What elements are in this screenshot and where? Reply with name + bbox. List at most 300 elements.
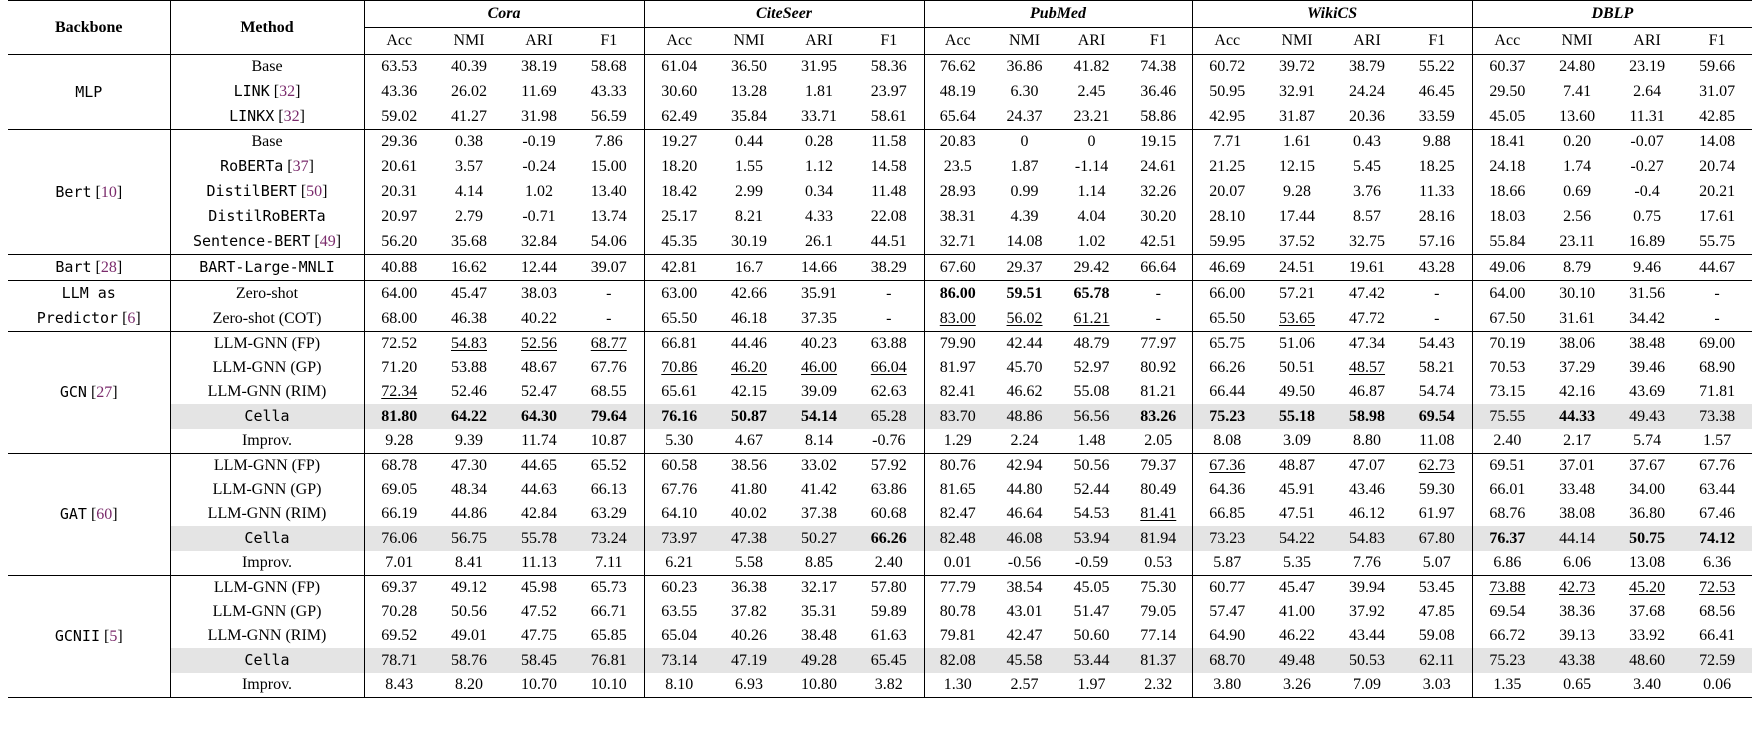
value-cell bbox=[1058, 130, 1125, 155]
value-cell bbox=[364, 502, 434, 526]
value-cell bbox=[1682, 576, 1752, 601]
value-cell bbox=[1402, 551, 1472, 576]
value-cell bbox=[1125, 502, 1192, 526]
value-cell bbox=[574, 281, 644, 307]
value-text: 1.48 bbox=[1077, 432, 1106, 449]
value-text: 52.97 bbox=[1073, 359, 1110, 376]
value-text: 17.61 bbox=[1699, 207, 1736, 225]
value-text: 54.14 bbox=[801, 407, 838, 425]
value-cell bbox=[854, 576, 924, 601]
value-cell bbox=[714, 204, 784, 229]
table-row bbox=[8, 404, 1752, 429]
value-text: 47.52 bbox=[521, 603, 557, 620]
header-dataset-pubmed: PubMed bbox=[924, 1, 1192, 28]
value-text: 25.17 bbox=[661, 207, 698, 225]
value-cell bbox=[784, 154, 854, 179]
value-text: 69.37 bbox=[381, 579, 418, 596]
value-text: 79.90 bbox=[939, 335, 976, 352]
backbone-citation[interactable]: [27] bbox=[86, 384, 118, 401]
table-row bbox=[8, 576, 1752, 601]
method-cell bbox=[170, 79, 364, 104]
value-cell bbox=[434, 229, 504, 255]
value-text: 19.15 bbox=[1140, 133, 1177, 150]
method-citation[interactable]: [50] bbox=[296, 183, 328, 200]
value-cell bbox=[1472, 104, 1542, 130]
value-text: 54.83 bbox=[451, 335, 487, 352]
method-label: LLM-GNN (RIM) bbox=[207, 627, 327, 644]
value-cell bbox=[1332, 551, 1402, 576]
value-text: 61.97 bbox=[1418, 505, 1455, 522]
value-cell bbox=[714, 130, 784, 155]
value-text: 47.34 bbox=[1349, 335, 1386, 352]
value-cell bbox=[504, 332, 574, 357]
value-text: 81.97 bbox=[939, 359, 976, 376]
value-cell bbox=[364, 551, 434, 576]
value-cell bbox=[1682, 255, 1752, 281]
value-cell bbox=[1542, 526, 1612, 551]
table-row bbox=[8, 526, 1752, 551]
value-cell bbox=[364, 79, 434, 104]
value-text: 23.11 bbox=[1559, 232, 1595, 250]
value-cell bbox=[434, 356, 504, 380]
value-text: 38.31 bbox=[939, 207, 976, 225]
value-text: 40.02 bbox=[731, 505, 768, 522]
value-cell bbox=[854, 332, 924, 357]
value-cell bbox=[1332, 332, 1402, 357]
value-cell bbox=[714, 79, 784, 104]
value-text: 75.23 bbox=[1489, 651, 1526, 669]
value-text: 32.84 bbox=[521, 232, 557, 250]
value-cell bbox=[644, 648, 714, 673]
value-cell bbox=[1058, 624, 1125, 648]
value-cell bbox=[1192, 478, 1262, 502]
value-cell bbox=[1125, 179, 1192, 204]
value-text: 5.30 bbox=[665, 432, 694, 449]
value-cell bbox=[1402, 404, 1472, 429]
value-text: 23.21 bbox=[1073, 107, 1110, 125]
value-cell bbox=[784, 673, 854, 698]
value-text: 80.78 bbox=[939, 603, 976, 620]
value-text: 71.20 bbox=[381, 359, 418, 376]
value-cell bbox=[1192, 404, 1262, 429]
value-text: 6.30 bbox=[1010, 82, 1039, 100]
value-text: 67.46 bbox=[1699, 505, 1736, 522]
value-cell bbox=[644, 332, 714, 357]
value-text: 60.58 bbox=[661, 457, 698, 474]
value-text: 0.20 bbox=[1563, 133, 1592, 150]
value-cell bbox=[1402, 576, 1472, 601]
value-cell bbox=[1125, 154, 1192, 179]
value-text: 29.42 bbox=[1073, 258, 1110, 276]
value-text: 62.11 bbox=[1419, 651, 1455, 669]
value-text: -0.76 bbox=[872, 432, 906, 449]
value-cell bbox=[1402, 502, 1472, 526]
value-text: 76.06 bbox=[381, 529, 418, 547]
value-text: 64.30 bbox=[521, 407, 557, 425]
value-cell bbox=[1612, 624, 1682, 648]
value-cell bbox=[924, 404, 991, 429]
value-text: 0.65 bbox=[1563, 676, 1592, 693]
value-text: 18.42 bbox=[661, 182, 698, 200]
value-text: - bbox=[1155, 284, 1161, 302]
value-cell bbox=[924, 154, 991, 179]
value-cell bbox=[1542, 55, 1612, 80]
value-cell bbox=[854, 454, 924, 479]
value-text: - bbox=[1155, 309, 1161, 327]
value-text: 54.74 bbox=[1418, 383, 1455, 400]
value-cell bbox=[714, 179, 784, 204]
value-cell bbox=[1262, 79, 1332, 104]
header-metric-ari: ARI bbox=[1058, 28, 1125, 55]
value-text: 20.61 bbox=[381, 157, 418, 175]
value-text: 8.08 bbox=[1213, 432, 1242, 449]
value-text: 81.41 bbox=[1140, 505, 1177, 522]
value-text: 54.83 bbox=[1349, 529, 1386, 547]
value-cell bbox=[1682, 79, 1752, 104]
value-cell bbox=[644, 404, 714, 429]
value-cell bbox=[504, 404, 574, 429]
value-text: 63.00 bbox=[661, 284, 698, 302]
backbone-cell bbox=[8, 454, 170, 576]
value-cell bbox=[854, 380, 924, 404]
value-text: 36.46 bbox=[1140, 82, 1177, 100]
value-text: 5.74 bbox=[1633, 432, 1662, 449]
value-text: 35.91 bbox=[801, 284, 838, 302]
value-text: 66.41 bbox=[1699, 627, 1736, 644]
value-cell bbox=[434, 204, 504, 229]
value-text: 39.13 bbox=[1559, 627, 1596, 644]
value-cell bbox=[644, 79, 714, 104]
value-cell bbox=[1682, 478, 1752, 502]
value-cell bbox=[1612, 154, 1682, 179]
value-text: 64.22 bbox=[451, 407, 487, 425]
table-row bbox=[8, 255, 1752, 281]
value-text: 64.10 bbox=[661, 505, 698, 522]
value-text: 44.80 bbox=[1006, 481, 1043, 498]
header-metric-acc: Acc bbox=[644, 28, 714, 55]
method-citation[interactable]: [49] bbox=[310, 233, 342, 250]
value-text: 49.43 bbox=[1629, 407, 1666, 425]
value-text: 37.35 bbox=[801, 309, 838, 327]
value-text: -0.24 bbox=[522, 157, 556, 175]
value-cell bbox=[1058, 306, 1125, 332]
value-cell bbox=[924, 648, 991, 673]
value-cell bbox=[1542, 648, 1612, 673]
value-cell bbox=[784, 454, 854, 479]
value-text: 14.66 bbox=[801, 258, 838, 276]
value-text: 66.26 bbox=[870, 529, 907, 547]
value-text: 81.65 bbox=[939, 481, 976, 498]
value-text: 44.51 bbox=[870, 232, 907, 250]
value-cell bbox=[1192, 154, 1262, 179]
value-text: 44.65 bbox=[521, 457, 557, 474]
method-citation[interactable]: [32] bbox=[274, 108, 305, 125]
value-cell bbox=[991, 526, 1058, 551]
value-cell bbox=[1542, 306, 1612, 332]
value-cell bbox=[504, 306, 574, 332]
value-cell bbox=[1058, 332, 1125, 357]
header-metric-ari: ARI bbox=[1332, 28, 1402, 55]
value-cell bbox=[644, 356, 714, 380]
backbone-label: Bert bbox=[55, 182, 92, 201]
value-text: 46.45 bbox=[1418, 82, 1455, 100]
value-text: 33.59 bbox=[1418, 107, 1455, 125]
value-cell bbox=[714, 229, 784, 255]
value-text: 81.80 bbox=[381, 407, 418, 425]
value-cell bbox=[364, 179, 434, 204]
value-cell bbox=[854, 526, 924, 551]
method-citation[interactable]: [37] bbox=[283, 158, 314, 175]
value-text: 74.38 bbox=[1140, 58, 1177, 75]
value-cell bbox=[1125, 380, 1192, 404]
value-cell bbox=[784, 281, 854, 307]
value-text: 12.44 bbox=[521, 258, 557, 276]
value-text: 68.00 bbox=[381, 309, 418, 327]
value-cell bbox=[924, 179, 991, 204]
value-text: 44.63 bbox=[521, 481, 557, 498]
value-cell bbox=[784, 648, 854, 673]
value-cell bbox=[1612, 229, 1682, 255]
value-text: 70.86 bbox=[661, 359, 698, 376]
value-text: 69.51 bbox=[1489, 457, 1526, 474]
value-text: 57.92 bbox=[870, 457, 907, 474]
value-text: 24.80 bbox=[1559, 58, 1596, 75]
value-cell bbox=[714, 380, 784, 404]
value-cell bbox=[714, 648, 784, 673]
value-text: 39.46 bbox=[1629, 359, 1666, 376]
value-cell bbox=[714, 551, 784, 576]
value-cell bbox=[1682, 429, 1752, 454]
value-text: 57.16 bbox=[1418, 232, 1455, 250]
value-cell bbox=[1402, 179, 1472, 204]
value-cell bbox=[644, 624, 714, 648]
method-citation[interactable]: [32] bbox=[269, 83, 301, 100]
value-text: 38.79 bbox=[1349, 58, 1386, 75]
value-text: 44.67 bbox=[1699, 258, 1736, 276]
backbone-citation[interactable]: [5] bbox=[100, 628, 123, 645]
value-cell bbox=[784, 600, 854, 624]
header-dataset-wikics: WikiCS bbox=[1192, 1, 1472, 28]
value-text: 49.01 bbox=[451, 627, 487, 644]
value-text: 65.75 bbox=[1209, 335, 1246, 352]
backbone-label: GCN bbox=[59, 383, 87, 401]
value-text: 44.33 bbox=[1559, 407, 1596, 425]
value-text: 47.30 bbox=[451, 457, 487, 474]
value-cell bbox=[854, 306, 924, 332]
value-text: 38.29 bbox=[870, 258, 907, 276]
value-text: 11.69 bbox=[521, 82, 557, 100]
value-text: 1.57 bbox=[1703, 432, 1732, 449]
value-cell bbox=[504, 179, 574, 204]
value-text: 48.87 bbox=[1279, 457, 1316, 474]
value-cell bbox=[1402, 454, 1472, 479]
value-text: -0.07 bbox=[1630, 133, 1664, 150]
value-text: 18.41 bbox=[1489, 133, 1526, 150]
value-cell bbox=[364, 600, 434, 624]
table-row bbox=[8, 502, 1752, 526]
value-text: 64.00 bbox=[1489, 284, 1526, 302]
value-cell bbox=[1612, 104, 1682, 130]
value-text: 35.68 bbox=[451, 232, 487, 250]
value-cell bbox=[574, 404, 644, 429]
value-cell bbox=[504, 255, 574, 281]
method-label: Zero-shot (COT) bbox=[212, 309, 322, 327]
value-text: 42.44 bbox=[1006, 335, 1043, 352]
value-cell bbox=[1402, 526, 1472, 551]
value-cell bbox=[1612, 648, 1682, 673]
value-text: 48.67 bbox=[521, 359, 557, 376]
value-cell bbox=[434, 154, 504, 179]
backbone-citation[interactable]: [60] bbox=[86, 506, 118, 523]
value-text: 76.37 bbox=[1489, 529, 1526, 547]
value-text: 7.86 bbox=[594, 133, 623, 150]
value-cell bbox=[1402, 332, 1472, 357]
value-text: 34.42 bbox=[1629, 309, 1666, 327]
value-text: 45.70 bbox=[1006, 359, 1043, 376]
value-cell bbox=[714, 502, 784, 526]
value-cell bbox=[1058, 179, 1125, 204]
value-text: 49.12 bbox=[451, 579, 487, 596]
value-text: 60.72 bbox=[1209, 58, 1246, 75]
value-text: 60.37 bbox=[1489, 58, 1526, 75]
header-dataset-dblp: DBLP bbox=[1472, 1, 1752, 28]
value-cell bbox=[574, 526, 644, 551]
value-cell bbox=[504, 356, 574, 380]
value-cell bbox=[1332, 255, 1402, 281]
value-cell bbox=[644, 204, 714, 229]
value-text: 65.52 bbox=[590, 457, 627, 474]
method-cell bbox=[170, 332, 364, 357]
value-text: 48.86 bbox=[1006, 407, 1043, 425]
table-row bbox=[8, 551, 1752, 576]
value-cell bbox=[784, 576, 854, 601]
value-cell bbox=[854, 624, 924, 648]
value-cell bbox=[1192, 332, 1262, 357]
value-cell bbox=[1192, 673, 1262, 698]
value-cell bbox=[1192, 130, 1262, 155]
value-cell bbox=[1262, 478, 1332, 502]
value-text: 63.86 bbox=[870, 481, 907, 498]
value-text: 47.85 bbox=[1418, 603, 1455, 620]
value-text: 33.92 bbox=[1629, 627, 1666, 644]
value-cell bbox=[644, 429, 714, 454]
value-text: 40.22 bbox=[521, 309, 557, 327]
value-text: 49.50 bbox=[1279, 383, 1316, 400]
value-text: 23.19 bbox=[1629, 58, 1666, 75]
value-cell bbox=[1332, 380, 1402, 404]
value-text: 54.22 bbox=[1279, 529, 1316, 547]
value-cell bbox=[1402, 281, 1472, 307]
value-text: 4.14 bbox=[455, 182, 483, 200]
value-cell bbox=[1682, 404, 1752, 429]
value-cell bbox=[574, 179, 644, 204]
value-text: 39.94 bbox=[1349, 579, 1386, 596]
backbone-citation[interactable]: [28] bbox=[91, 259, 123, 276]
method-label: Cella bbox=[244, 407, 290, 425]
value-cell bbox=[1058, 281, 1125, 307]
value-text: 42.94 bbox=[1006, 457, 1043, 474]
value-cell bbox=[1472, 673, 1542, 698]
value-text: 10.80 bbox=[801, 676, 838, 693]
value-cell bbox=[504, 526, 574, 551]
value-cell bbox=[991, 204, 1058, 229]
method-label: LLM-GNN (FP) bbox=[213, 335, 321, 352]
value-cell bbox=[1125, 478, 1192, 502]
value-text: 62.63 bbox=[870, 383, 907, 400]
value-cell bbox=[644, 502, 714, 526]
value-text: 1.02 bbox=[1077, 232, 1106, 250]
value-cell bbox=[1472, 551, 1542, 576]
value-text: 65.50 bbox=[1209, 309, 1246, 327]
backbone-citation[interactable]: [6] bbox=[118, 310, 141, 327]
value-cell bbox=[1682, 526, 1752, 551]
value-cell bbox=[644, 281, 714, 307]
value-text: 8.79 bbox=[1563, 258, 1592, 276]
value-cell bbox=[574, 454, 644, 479]
results-table-container bbox=[8, 0, 1752, 698]
value-cell bbox=[1262, 454, 1332, 479]
value-cell bbox=[714, 600, 784, 624]
value-text: 20.07 bbox=[1209, 182, 1246, 200]
value-cell bbox=[434, 454, 504, 479]
value-cell bbox=[434, 306, 504, 332]
header-metric-ari: ARI bbox=[504, 28, 574, 55]
value-cell bbox=[1682, 551, 1752, 576]
value-cell bbox=[504, 380, 574, 404]
value-cell bbox=[644, 600, 714, 624]
value-text: 30.10 bbox=[1559, 284, 1596, 302]
value-cell bbox=[1612, 404, 1682, 429]
value-cell bbox=[1542, 404, 1612, 429]
value-cell bbox=[1472, 502, 1542, 526]
value-text: 47.07 bbox=[1349, 457, 1386, 474]
value-text: 30.19 bbox=[731, 232, 768, 250]
value-cell bbox=[434, 380, 504, 404]
value-cell bbox=[504, 55, 574, 80]
backbone-citation[interactable]: [10] bbox=[91, 183, 123, 201]
value-text: 2.32 bbox=[1144, 676, 1173, 693]
value-text: 51.47 bbox=[1073, 603, 1110, 620]
value-text: 20.21 bbox=[1699, 182, 1736, 200]
value-cell bbox=[1612, 281, 1682, 307]
value-text: 40.26 bbox=[731, 627, 768, 644]
method-cell bbox=[170, 55, 364, 80]
value-text: 41.42 bbox=[801, 481, 838, 498]
value-text: 29.50 bbox=[1489, 82, 1526, 100]
value-text: 65.73 bbox=[590, 579, 627, 596]
value-cell bbox=[1542, 356, 1612, 380]
value-cell bbox=[1472, 154, 1542, 179]
value-cell bbox=[1472, 648, 1542, 673]
value-cell bbox=[574, 551, 644, 576]
value-cell bbox=[1262, 526, 1332, 551]
value-cell bbox=[784, 380, 854, 404]
value-cell bbox=[1682, 673, 1752, 698]
value-text: 58.21 bbox=[1418, 359, 1455, 376]
value-text: 6.21 bbox=[665, 554, 694, 571]
value-cell bbox=[1262, 55, 1332, 80]
value-cell bbox=[854, 673, 924, 698]
value-cell bbox=[1125, 332, 1192, 357]
value-text: 82.41 bbox=[939, 383, 976, 400]
value-text: 38.54 bbox=[1006, 579, 1043, 596]
value-cell bbox=[1262, 576, 1332, 601]
value-text: 59.66 bbox=[1699, 58, 1736, 75]
value-cell bbox=[991, 478, 1058, 502]
value-text: 41.27 bbox=[451, 107, 487, 125]
table-row bbox=[8, 154, 1752, 179]
value-cell bbox=[1192, 576, 1262, 601]
